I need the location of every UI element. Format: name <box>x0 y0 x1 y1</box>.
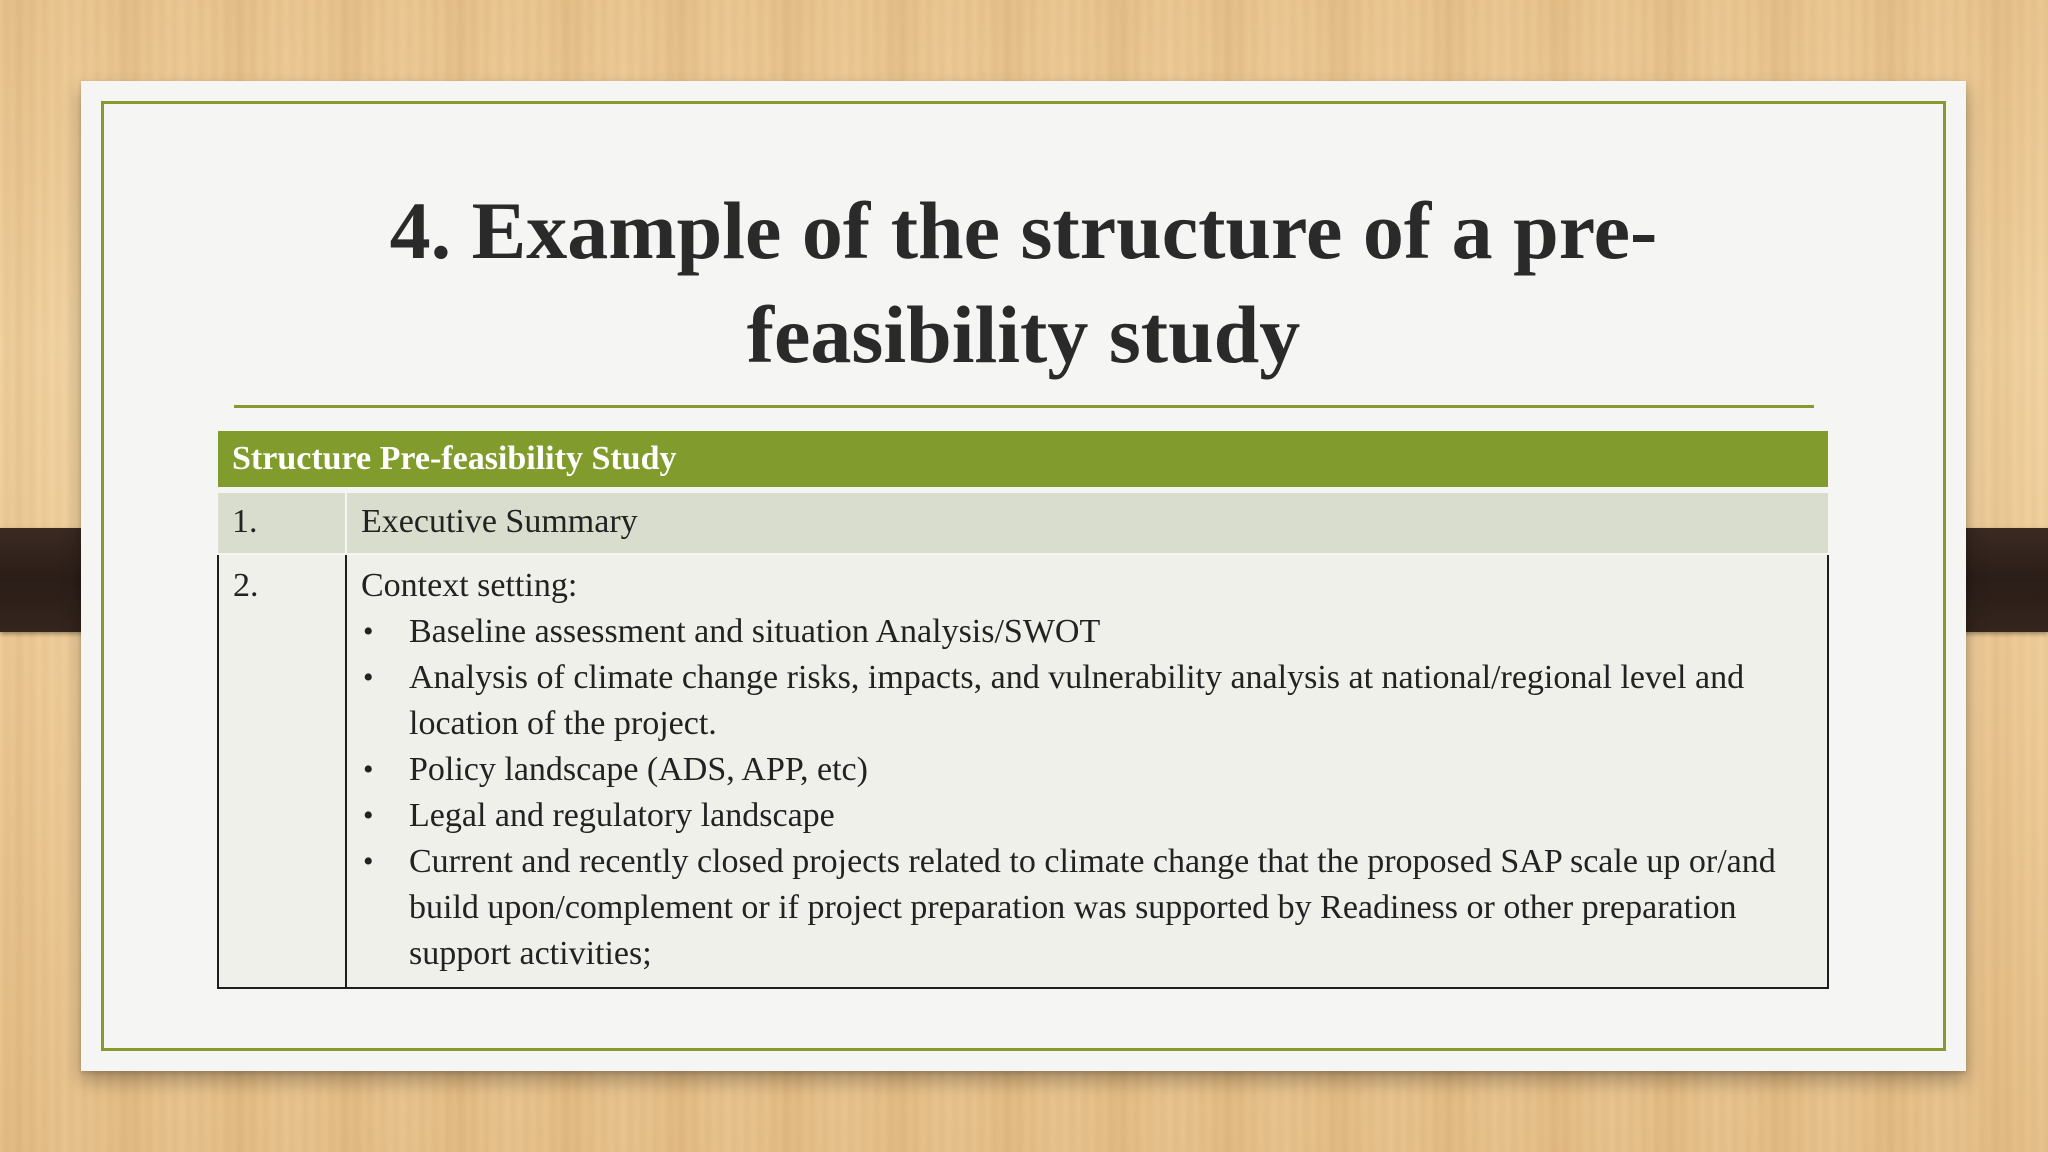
slide-title <box>231 179 1816 387</box>
list-item-text: Current and recently closed projects related to climate change that the proposed SAP scale up or/and build upon/complement or if project preparation was supported by Readiness or other preparation support activities; <box>409 843 1776 972</box>
list-item <box>361 609 1813 655</box>
row-content <box>346 554 1828 988</box>
bullet-icon: • <box>363 753 374 786</box>
list-item-text: Legal and regulatory landscape <box>409 797 835 834</box>
bullet-icon: • <box>363 615 374 648</box>
bullet-icon: • <box>363 661 374 694</box>
list-item <box>361 655 1813 747</box>
bullet-icon: • <box>363 845 374 878</box>
title-divider <box>234 405 1814 408</box>
bullet-icon: • <box>363 799 374 832</box>
table-row <box>218 490 1828 554</box>
list-item <box>361 793 1813 839</box>
list-item-text: Policy landscape (ADS, APP, etc) <box>409 751 868 788</box>
table-header-row <box>218 431 1828 490</box>
slide-card <box>81 81 1966 1071</box>
table-row <box>218 554 1828 988</box>
table-header: Structure Pre-feasibility Study <box>218 431 1828 490</box>
list-item <box>361 839 1813 977</box>
row-text: Executive Summary <box>346 490 1828 554</box>
bullet-list <box>361 609 1813 977</box>
list-item-text: Analysis of climate change risks, impacts, and vulnerability analysis at national/regional level and location of the project. <box>409 659 1745 742</box>
context-label: Context setting: <box>361 567 578 604</box>
list-item <box>361 747 1813 793</box>
slide-title-line1: 4. Example of the structure of a pre- <box>389 185 1658 276</box>
list-item-text: Baseline assessment and situation Analysis/SWOT <box>409 613 1101 650</box>
structure-table <box>217 431 1829 989</box>
row-number: 2. <box>218 554 346 988</box>
slide-title-line2: feasibility study <box>746 289 1301 380</box>
row-number: 1. <box>218 490 346 554</box>
